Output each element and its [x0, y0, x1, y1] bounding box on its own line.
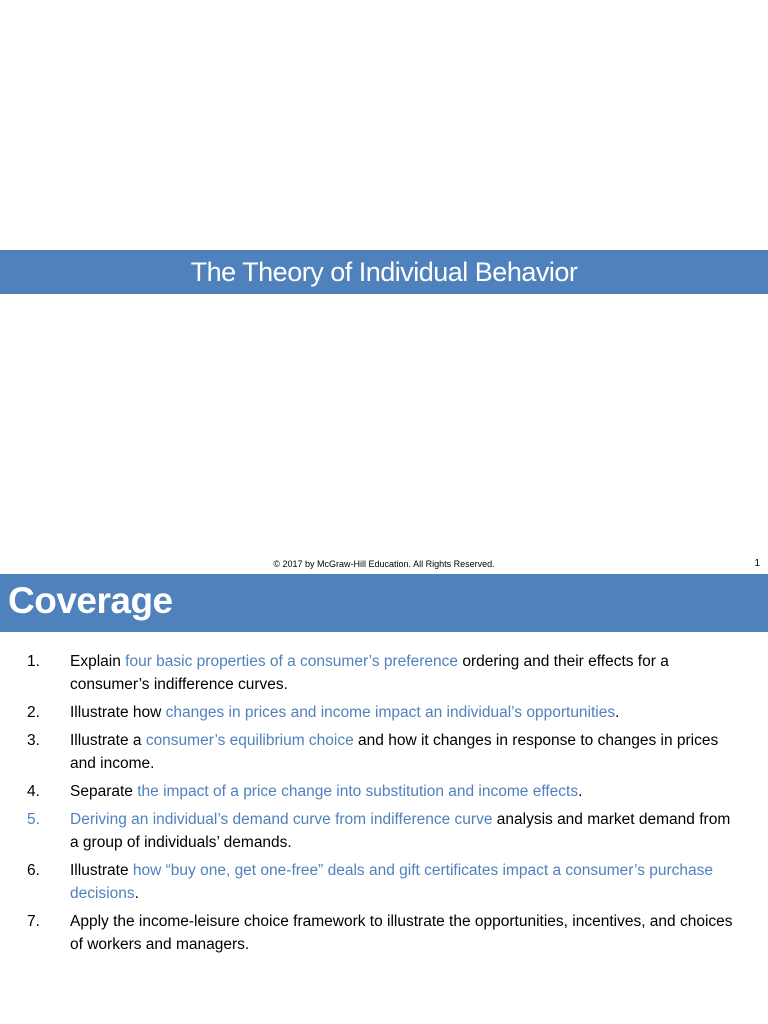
- list-item: [0, 701, 768, 724]
- copyright-notice: © 2017 by McGraw-Hill Education. All Rights Reserved.: [273, 559, 495, 569]
- coverage-slide: [0, 574, 768, 1024]
- text-plain: and how it changes in response to changes in prices and income.: [70, 732, 719, 772]
- text-highlight: the impact of a price change into substitution and income effects: [137, 783, 579, 800]
- list-text: [70, 701, 738, 724]
- text-plain: Illustrate: [70, 862, 133, 879]
- list-item: [0, 910, 768, 956]
- slide-footer: [0, 557, 768, 571]
- list-number: 7.: [27, 913, 40, 930]
- list-text: [70, 808, 738, 854]
- page-number: 1: [754, 558, 760, 569]
- text-highlight: four basic properties of a consumer’s preference: [125, 653, 459, 670]
- list-item: [0, 780, 768, 803]
- list-text: [70, 650, 738, 696]
- text-plain: ordering and their effects for a consumer’s indifference curves.: [70, 653, 669, 693]
- text-plain: Illustrate how: [70, 704, 166, 721]
- text-highlight: how “buy one, get one-free” deals and gift certificates impact a consumer’s purchase decisions: [70, 862, 714, 902]
- list-number: 6.: [27, 862, 40, 879]
- text-highlight: Deriving an individual’s demand curve from indifference curve: [70, 811, 493, 828]
- list-item: [0, 859, 768, 905]
- text-plain: Apply the income-leisure choice framework to illustrate the opportunities, incentives, and choices of workers and managers.: [70, 913, 733, 953]
- text-plain: analysis and market demand from a group of individuals’ demands.: [70, 811, 731, 851]
- text-plain: .: [615, 704, 620, 721]
- coverage-header-band: [0, 574, 768, 632]
- list-number: 4.: [27, 783, 40, 800]
- list-number: 3.: [27, 732, 40, 749]
- list-text: [70, 910, 738, 956]
- text-plain: Illustrate a: [70, 732, 146, 749]
- text-plain: .: [578, 783, 583, 800]
- list-number: 1.: [27, 653, 40, 670]
- text-plain: Separate: [70, 783, 138, 800]
- coverage-title: Coverage: [8, 580, 173, 621]
- text-plain: Explain: [70, 653, 126, 670]
- text-plain: .: [134, 885, 139, 902]
- list-item: [0, 808, 768, 854]
- list-item: [0, 729, 768, 775]
- list-number: 5.: [27, 811, 40, 828]
- list-number: 2.: [27, 704, 40, 721]
- text-highlight: consumer’s equilibrium choice: [145, 732, 354, 749]
- list-text: [70, 780, 738, 803]
- list-text: [70, 729, 738, 775]
- list-text: [70, 859, 738, 905]
- coverage-list: [0, 650, 768, 961]
- slide-title: The Theory of Individual Behavior: [0, 250, 768, 294]
- list-item: [0, 650, 768, 696]
- text-highlight: changes in prices and income impact an individual’s opportunities: [165, 704, 616, 721]
